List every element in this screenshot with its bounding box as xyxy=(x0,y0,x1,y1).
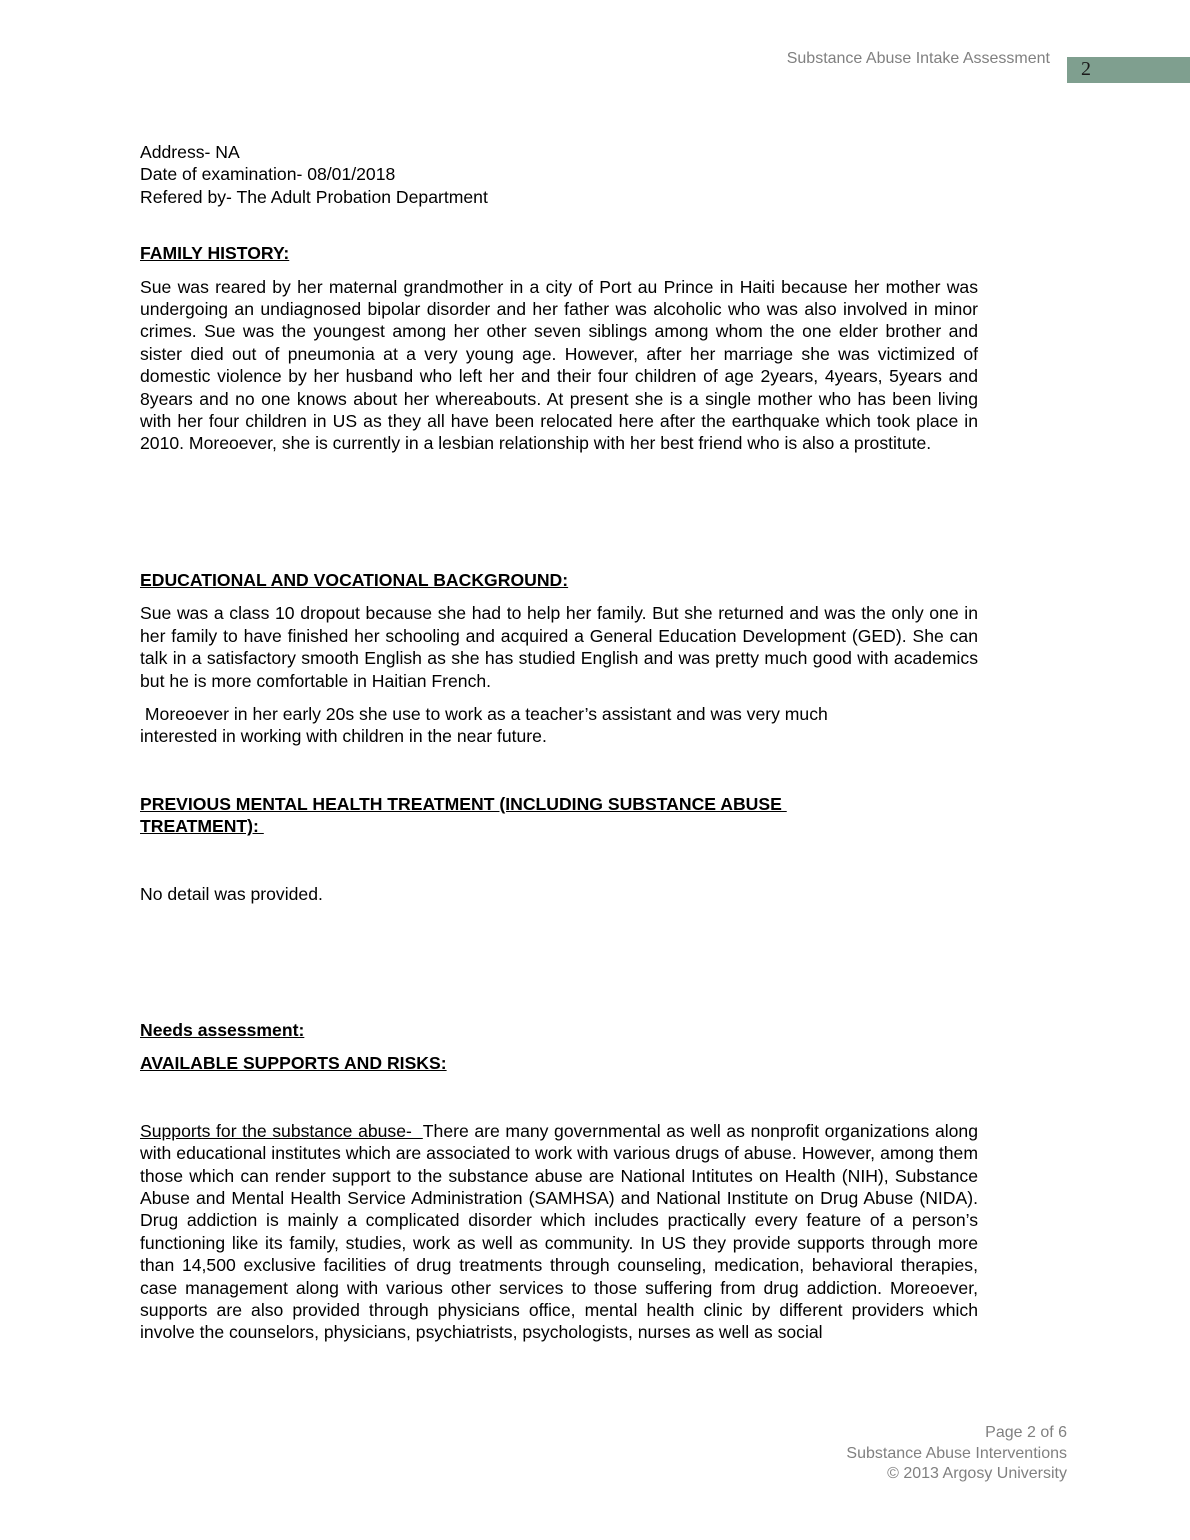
supports-risks-heading: AVAILABLE SUPPORTS AND RISKS: xyxy=(140,1053,447,1074)
page-footer xyxy=(846,1423,1067,1485)
client-info xyxy=(140,141,978,208)
page-number: 2 xyxy=(1081,58,1091,80)
education-text: Sue was a class 10 dropout because she had to help her family. But she returned and was the only one in her family to have finished her schooling and acquired a General Education Development (GED). She can talk in a satisfactory smooth English as she has studied English and was pretty much good with academics but he is more comfortable in Haitian French. xyxy=(140,603,978,691)
exam-date-line: Date of examination- 08/01/2018 xyxy=(140,164,396,185)
needs-assessment-heading: Needs assessment: xyxy=(140,1019,305,1040)
address-line: Address- NA xyxy=(140,142,240,162)
page-number-box xyxy=(1067,57,1190,83)
family-history-text: Sue was reared by her maternal grandmother in a city of Port au Prince in Haiti because her mother was undergoing an undiagnosed bipolar disorder and her father was alcoholic who was also involved in minor crimes. Sue was the youngest among her other seven siblings among whom the one elder brother and sister died out of pneumonia at a very young age. However, after her marriage she was victimized of domestic violence by her husband who left her and their four children of age 2years, 4years, 5years and 8years and no one knows about her whereabouts. At present she is a single mother who has been living with her four children in US as they all have been relocated here after the earthquake which took place in 2010. Moreoever, she is currently in a lesbian relationship with her best friend who is also a prostitute. xyxy=(140,276,978,454)
footer-course: Substance Abuse Interventions xyxy=(846,1444,1067,1462)
supports-lead: Supports for the substance abuse- xyxy=(140,1120,423,1141)
footer-page-count: Page 2 of 6 xyxy=(985,1424,1067,1441)
header-title: Substance Abuse Intake Assessment xyxy=(786,50,1050,67)
supports-text xyxy=(140,1120,978,1344)
referred-by-line: Refered by- The Adult Probation Department xyxy=(140,186,488,207)
mental-health-heading xyxy=(140,793,978,838)
vocation-text xyxy=(140,703,978,748)
education-heading: EDUCATIONAL AND VOCATIONAL BACKGROUND: xyxy=(140,569,569,590)
supports-body: There are many governmental as well as nonprofit organizations along with educational institutes which are associated to work with various drugs of abuse. However, among them those which can render support to the substance abuse are National Intitutes on Health (NIH), Substance Abuse and Mental Health Service Administration (SAMHSA) and National Institute on Drug Abuse (NIDA). Drug addiction is mainly a complicated disorder which includes practically every feature of a person’s functioning like its family, studies, work as well as community. In US they provide supports through more than 14,500 exclusive facilities of drug treatments through counseling, medication, behavioral therapies, case management along with various other services to those suffering from drug addiction. Moreoever, supports are also provided through physicians office, mental health clinic by different providers which involve the counselors, physicians, psychiatrists, psychologists, nurses as well as social xyxy=(140,1120,978,1343)
footer-copyright: © 2013 Argosy University xyxy=(887,1465,1067,1482)
mental-health-heading-line-2: TREATMENT): xyxy=(140,816,264,837)
family-history-heading: FAMILY HISTORY: xyxy=(140,243,290,264)
document-body xyxy=(140,141,978,1344)
mental-health-heading-line-1: PREVIOUS MENTAL HEALTH TREATMENT (INCLUDING SUBSTANCE ABUSE xyxy=(140,793,787,814)
mental-health-text: No detail was provided. xyxy=(140,883,323,904)
vocation-line-1: Moreoever in her early 20s she use to work as a teacher’s assistant and was very much xyxy=(140,703,828,724)
vocation-line-2: interested in working with children in the near future. xyxy=(140,726,547,747)
